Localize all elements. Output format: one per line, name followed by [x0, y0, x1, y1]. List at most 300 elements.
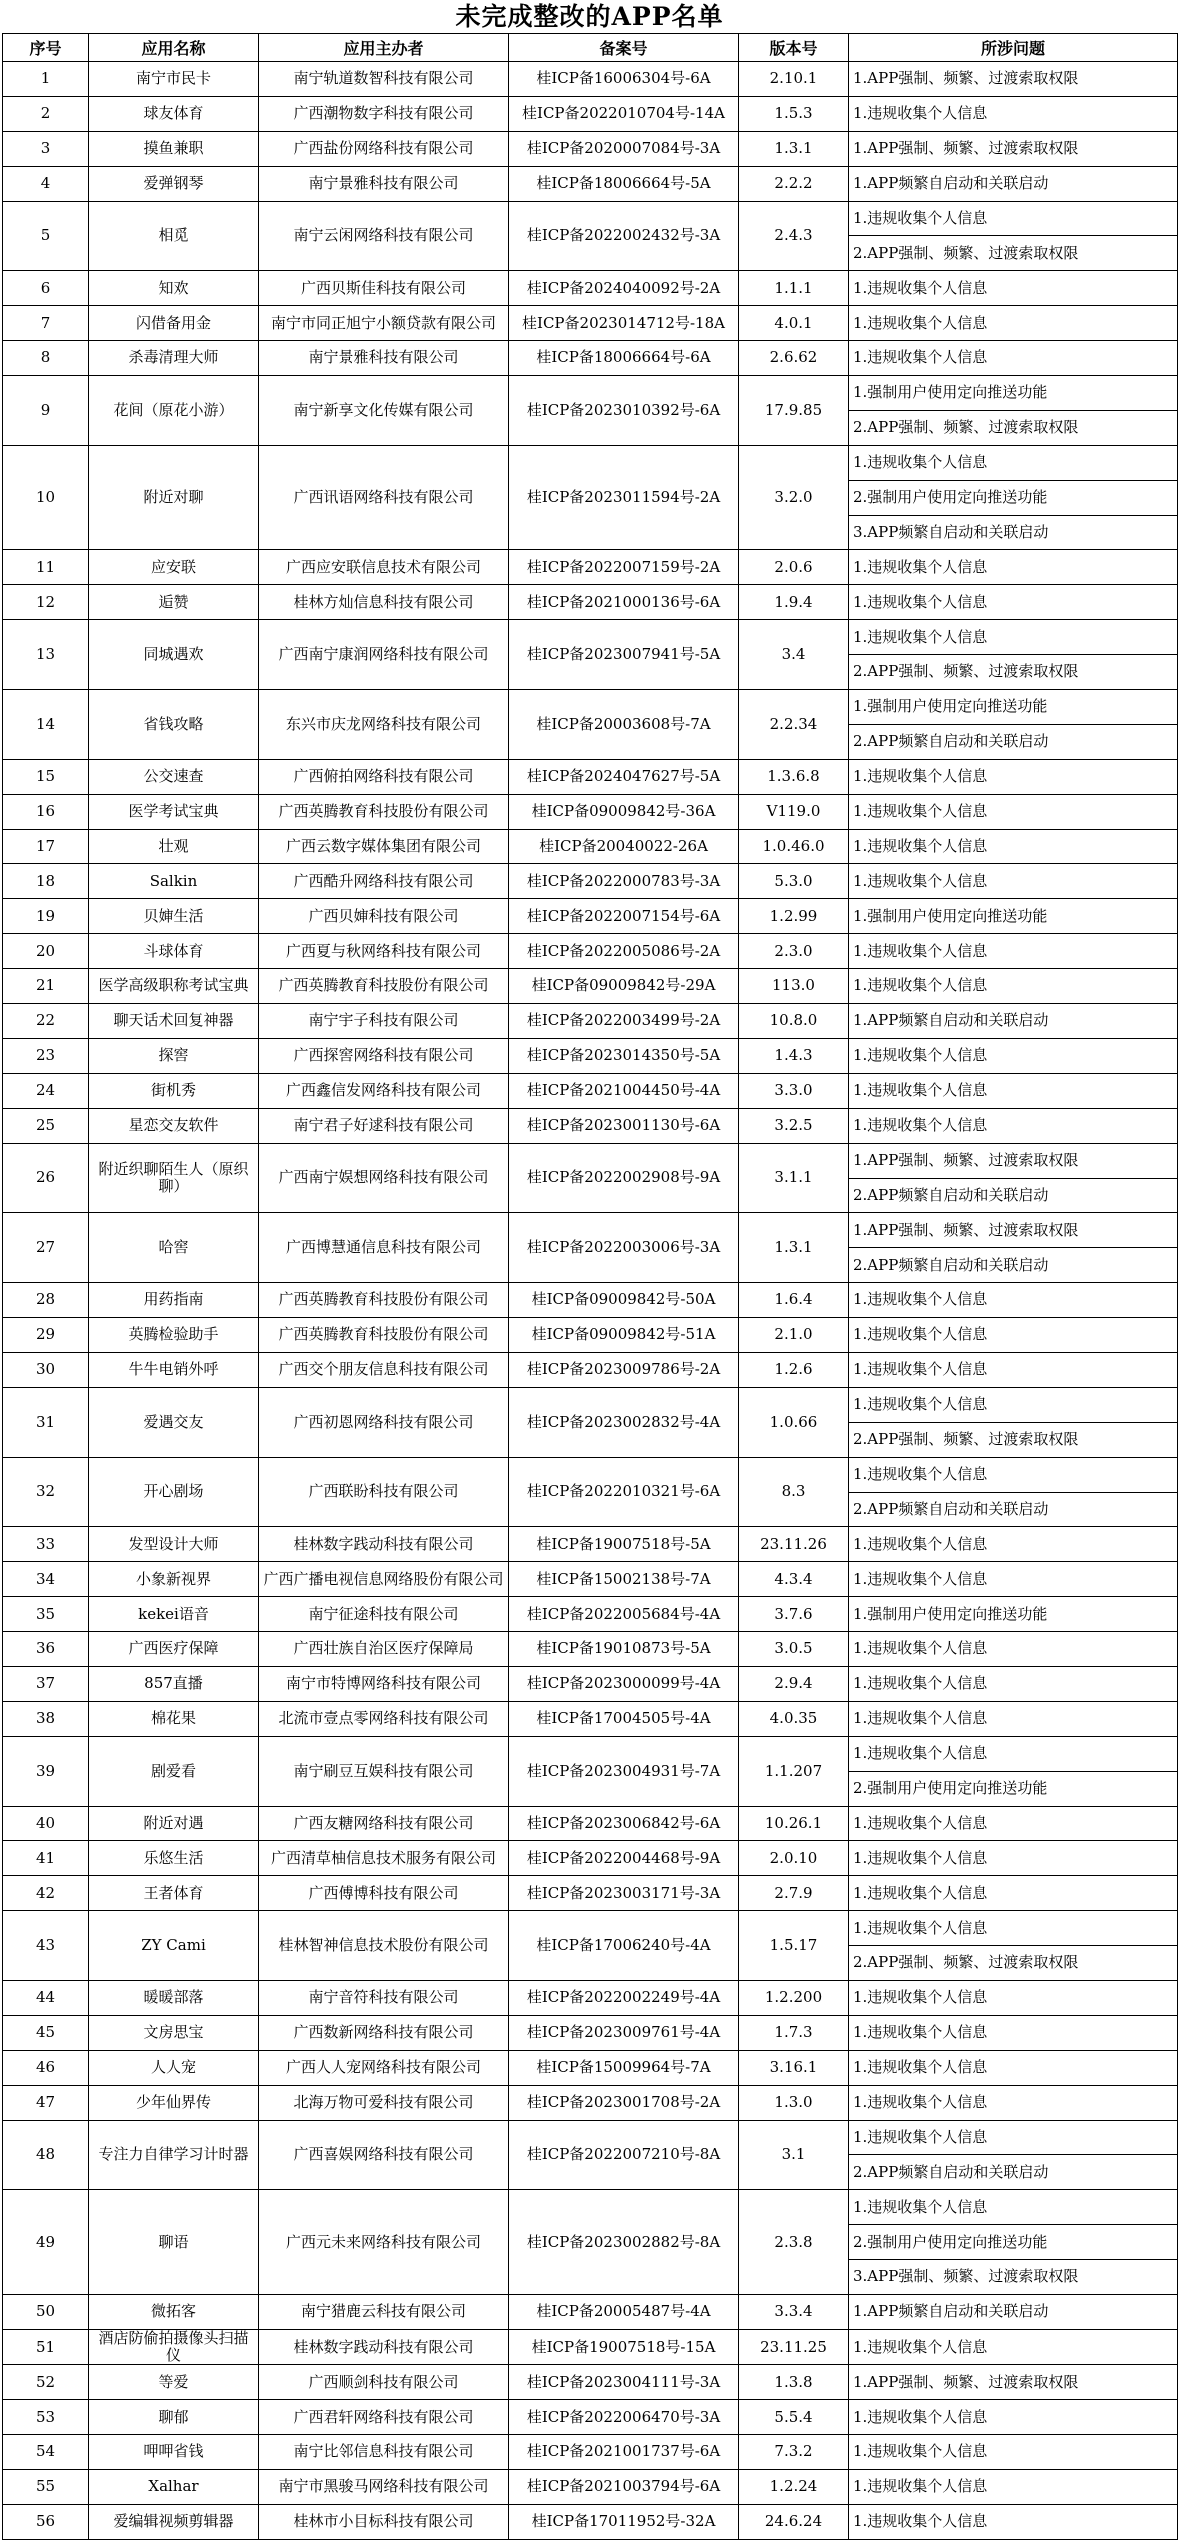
table-row: [3, 1387, 1178, 1422]
app-name: 哈窖: [89, 1213, 259, 1283]
table-row: [3, 2400, 1178, 2435]
issue: 1.违规收集个人信息: [849, 1562, 1178, 1597]
version: 1.0.66: [739, 1387, 849, 1457]
app-name: 牛牛电销外呼: [89, 1352, 259, 1387]
row-number: 7: [3, 306, 89, 341]
table-row: [3, 2190, 1178, 2225]
row-number: 48: [3, 2120, 89, 2190]
organizer: 广西南宁康润网络科技有限公司: [259, 620, 509, 690]
icp-number: 桂ICP备2022002249号-4A: [509, 1980, 739, 2015]
row-number: 49: [3, 2190, 89, 2295]
version: 5.5.4: [739, 2400, 849, 2435]
organizer: 广西元未来网络科技有限公司: [259, 2190, 509, 2295]
organizer: 广西讯语网络科技有限公司: [259, 445, 509, 550]
issue: 1.违规收集个人信息: [849, 96, 1178, 131]
table-row: [3, 2504, 1178, 2539]
version: 3.7.6: [739, 1597, 849, 1632]
version: 24.6.24: [739, 2504, 849, 2539]
organizer: 南宁君子好逑科技有限公司: [259, 1108, 509, 1143]
table-row: [3, 2050, 1178, 2085]
icp-number: 桂ICP备2022007159号-2A: [509, 550, 739, 585]
app-name: 街机秀: [89, 1073, 259, 1108]
organizer: 南宁宇子科技有限公司: [259, 1004, 509, 1039]
row-number: 2: [3, 96, 89, 131]
issue: 1.APP强制、频繁、过渡索取权限: [849, 131, 1178, 166]
issue: 1.违规收集个人信息: [849, 271, 1178, 306]
version: 23.11.26: [739, 1527, 849, 1562]
table-row: [3, 1073, 1178, 1108]
table-row: [3, 1527, 1178, 1562]
organizer: 广西广播电视信息网络股份有限公司: [259, 1562, 509, 1597]
icp-number: 桂ICP备2023004111号-3A: [509, 2365, 739, 2400]
icp-number: 桂ICP备2021001737号-6A: [509, 2435, 739, 2470]
icp-number: 桂ICP备16006304号-6A: [509, 62, 739, 97]
app-name: 剧爱看: [89, 1736, 259, 1806]
row-number: 46: [3, 2050, 89, 2085]
table-row: [3, 864, 1178, 899]
issue: 1.违规收集个人信息: [849, 794, 1178, 829]
organizer: 南宁市特博网络科技有限公司: [259, 1666, 509, 1701]
organizer: 广西君轩网络科技有限公司: [259, 2400, 509, 2435]
app-name: 应安联: [89, 550, 259, 585]
app-name: 南宁市民卡: [89, 62, 259, 97]
row-number: 29: [3, 1318, 89, 1353]
icp-number: 桂ICP备17011952号-32A: [509, 2504, 739, 2539]
icp-number: 桂ICP备20003608号-7A: [509, 690, 739, 760]
organizer: 南宁景雅科技有限公司: [259, 166, 509, 201]
organizer: 广西人人宠网络科技有限公司: [259, 2050, 509, 2085]
row-number: 33: [3, 1527, 89, 1562]
organizer: 广西联盼科技有限公司: [259, 1457, 509, 1527]
row-number: 14: [3, 690, 89, 760]
issue: 1.违规收集个人信息: [849, 2085, 1178, 2120]
issue: 1.违规收集个人信息: [849, 1457, 1178, 1492]
organizer: 南宁音符科技有限公司: [259, 1980, 509, 2015]
issue: 1.强制用户使用定向推送功能: [849, 690, 1178, 725]
row-number: 42: [3, 1876, 89, 1911]
issue: 1.违规收集个人信息: [849, 934, 1178, 969]
version: 1.3.1: [739, 1213, 849, 1283]
row-number: 13: [3, 620, 89, 690]
version: 1.0.46.0: [739, 829, 849, 864]
row-number: 55: [3, 2470, 89, 2505]
row-number: 47: [3, 2085, 89, 2120]
issue: 1.违规收集个人信息: [849, 1387, 1178, 1422]
icp-number: 桂ICP备09009842号-51A: [509, 1318, 739, 1353]
version: 3.3.0: [739, 1073, 849, 1108]
table-body: [3, 62, 1178, 2540]
app-name: 逅赞: [89, 585, 259, 620]
issue: 1.违规收集个人信息: [849, 2120, 1178, 2155]
row-number: 12: [3, 585, 89, 620]
version: 3.3.4: [739, 2295, 849, 2330]
issue: 1.违规收集个人信息: [849, 759, 1178, 794]
table-row: [3, 2329, 1178, 2365]
table-row: [3, 1004, 1178, 1039]
issue: 2.APP频繁自启动和关联启动: [849, 1248, 1178, 1283]
icp-number: 桂ICP备2023001708号-2A: [509, 2085, 739, 2120]
icp-number: 桂ICP备2022003006号-3A: [509, 1213, 739, 1283]
icp-number: 桂ICP备2023004931号-7A: [509, 1736, 739, 1806]
icp-number: 桂ICP备2023001130号-6A: [509, 1108, 739, 1143]
header-app-name: 应用名称: [89, 34, 259, 62]
app-name: 酒店防偷拍摄像头扫描仪: [89, 2329, 259, 2365]
version: 2.2.34: [739, 690, 849, 760]
row-number: 15: [3, 759, 89, 794]
organizer: 桂林市小目标科技有限公司: [259, 2504, 509, 2539]
icp-number: 桂ICP备2024047627号-5A: [509, 759, 739, 794]
app-name: 爱遇交友: [89, 1387, 259, 1457]
version: 8.3: [739, 1457, 849, 1527]
app-name: 同城遇欢: [89, 620, 259, 690]
table-row: [3, 1876, 1178, 1911]
table-row: [3, 1562, 1178, 1597]
version: 2.10.1: [739, 62, 849, 97]
app-name: 棉花果: [89, 1701, 259, 1736]
table-row: [3, 2435, 1178, 2470]
version: 1.9.4: [739, 585, 849, 620]
app-name: 聊郁: [89, 2400, 259, 2435]
issue: 1.APP强制、频繁、过渡索取权限: [849, 1143, 1178, 1178]
version: 1.2.99: [739, 899, 849, 934]
organizer: 南宁轨道数智科技有限公司: [259, 62, 509, 97]
app-name: 省钱攻略: [89, 690, 259, 760]
icp-number: 桂ICP备19007518号-15A: [509, 2329, 739, 2365]
row-number: 38: [3, 1701, 89, 1736]
table-row: [3, 445, 1178, 480]
organizer: 南宁景雅科技有限公司: [259, 341, 509, 376]
table-row: [3, 1980, 1178, 2015]
icp-number: 桂ICP备2022004468号-9A: [509, 1841, 739, 1876]
version: 1.2.24: [739, 2470, 849, 2505]
app-name: 花间（原花小游）: [89, 376, 259, 446]
icp-number: 桂ICP备2023011594号-2A: [509, 445, 739, 550]
version: 1.3.6.8: [739, 759, 849, 794]
table-row: [3, 201, 1178, 236]
row-number: 27: [3, 1213, 89, 1283]
version: 1.2.6: [739, 1352, 849, 1387]
organizer: 广西鑫信发网络科技有限公司: [259, 1073, 509, 1108]
table-row: [3, 1352, 1178, 1387]
version: 2.3.8: [739, 2190, 849, 2295]
header-icp: 备案号: [509, 34, 739, 62]
version: 1.5.3: [739, 96, 849, 131]
app-name: 小象新视界: [89, 1562, 259, 1597]
icp-number: 桂ICP备20005487号-4A: [509, 2295, 739, 2330]
app-name: 摸鱼兼职: [89, 131, 259, 166]
row-number: 16: [3, 794, 89, 829]
version: 2.9.4: [739, 1666, 849, 1701]
issue: 2.APP频繁自启动和关联启动: [849, 724, 1178, 759]
icp-number: 桂ICP备2022010704号-14A: [509, 96, 739, 131]
table-row: [3, 759, 1178, 794]
issue: 1.违规收集个人信息: [849, 969, 1178, 1004]
app-name: Salkin: [89, 864, 259, 899]
issue: 1.违规收集个人信息: [849, 550, 1178, 585]
icp-number: 桂ICP备18006664号-6A: [509, 341, 739, 376]
issue: 1.违规收集个人信息: [849, 1806, 1178, 1841]
app-name: 呷呷省钱: [89, 2435, 259, 2470]
header-issues: 所涉问题: [849, 34, 1178, 62]
app-name: 等爱: [89, 2365, 259, 2400]
table-row: [3, 1736, 1178, 1771]
app-name: 专注力自律学习计时器: [89, 2120, 259, 2190]
table-row: [3, 341, 1178, 376]
issue: 1.违规收集个人信息: [849, 2190, 1178, 2225]
icp-number: 桂ICP备2022007210号-8A: [509, 2120, 739, 2190]
issue: 1.违规收集个人信息: [849, 864, 1178, 899]
app-name: 微拓客: [89, 2295, 259, 2330]
table-row: [3, 2365, 1178, 2400]
table-row: [3, 131, 1178, 166]
version: 1.2.200: [739, 1980, 849, 2015]
version: 2.3.0: [739, 934, 849, 969]
organizer: 南宁云闲网络科技有限公司: [259, 201, 509, 271]
issue: 2.APP频繁自启动和关联启动: [849, 1178, 1178, 1213]
organizer: 南宁刷豆互娱科技有限公司: [259, 1736, 509, 1806]
organizer: 广西友糖网络科技有限公司: [259, 1806, 509, 1841]
issue: 1.违规收集个人信息: [849, 1038, 1178, 1073]
header-no: 序号: [3, 34, 89, 62]
header-organizer: 应用主办者: [259, 34, 509, 62]
table-row: [3, 2085, 1178, 2120]
table-row: [3, 1666, 1178, 1701]
row-number: 3: [3, 131, 89, 166]
organizer: 桂林方灿信息科技有限公司: [259, 585, 509, 620]
table-row: [3, 1283, 1178, 1318]
issue: 1.违规收集个人信息: [849, 1701, 1178, 1736]
table-row: [3, 550, 1178, 585]
row-number: 34: [3, 1562, 89, 1597]
row-number: 54: [3, 2435, 89, 2470]
row-number: 41: [3, 1841, 89, 1876]
issue: 2.强制用户使用定向推送功能: [849, 480, 1178, 515]
organizer: 广西酷升网络科技有限公司: [259, 864, 509, 899]
icp-number: 桂ICP备2022005684号-4A: [509, 1597, 739, 1632]
icp-number: 桂ICP备2023002882号-8A: [509, 2190, 739, 2295]
organizer: 广西顺剑科技有限公司: [259, 2365, 509, 2400]
table-row: [3, 2015, 1178, 2050]
version: 3.1: [739, 2120, 849, 2190]
app-name: 开心剧场: [89, 1457, 259, 1527]
icp-number: 桂ICP备2022002432号-3A: [509, 201, 739, 271]
icp-number: 桂ICP备2021004450号-4A: [509, 1073, 739, 1108]
version: 1.3.8: [739, 2365, 849, 2400]
table-row: [3, 2470, 1178, 2505]
organizer: 广西潮物数字科技有限公司: [259, 96, 509, 131]
row-number: 56: [3, 2504, 89, 2539]
icp-number: 桂ICP备09009842号-29A: [509, 969, 739, 1004]
page-title: 未完成整改的APP名单: [455, 2, 724, 31]
app-name: 附近对遇: [89, 1806, 259, 1841]
issue: 1.违规收集个人信息: [849, 306, 1178, 341]
icp-number: 桂ICP备2022005086号-2A: [509, 934, 739, 969]
app-name: 附近织聊陌生人（原织聊）: [89, 1143, 259, 1213]
table-row: [3, 899, 1178, 934]
row-number: 18: [3, 864, 89, 899]
organizer: 广西喜娱网络科技有限公司: [259, 2120, 509, 2190]
table-header-row: [3, 34, 1178, 62]
organizer: 广西傅博科技有限公司: [259, 1876, 509, 1911]
table-row: [3, 1701, 1178, 1736]
table-row: [3, 2295, 1178, 2330]
table-row: [3, 96, 1178, 131]
table-row: [3, 62, 1178, 97]
row-number: 21: [3, 969, 89, 1004]
icp-number: 桂ICP备2022006470号-3A: [509, 2400, 739, 2435]
icp-number: 桂ICP备2023006842号-6A: [509, 1806, 739, 1841]
icp-number: 桂ICP备2023014712号-18A: [509, 306, 739, 341]
app-name: 探窖: [89, 1038, 259, 1073]
organizer: 南宁比邻信息科技有限公司: [259, 2435, 509, 2470]
version: 3.16.1: [739, 2050, 849, 2085]
row-number: 6: [3, 271, 89, 306]
icp-number: 桂ICP备19010873号-5A: [509, 1632, 739, 1667]
row-number: 8: [3, 341, 89, 376]
row-number: 25: [3, 1108, 89, 1143]
app-name: ZY Cami: [89, 1911, 259, 1981]
organizer: 广西贝斯佳科技有限公司: [259, 271, 509, 306]
issue: 1.违规收集个人信息: [849, 2050, 1178, 2085]
app-name: 球友体育: [89, 96, 259, 131]
issue: 1.APP强制、频繁、过渡索取权限: [849, 62, 1178, 97]
table-row: [3, 585, 1178, 620]
version: 3.2.0: [739, 445, 849, 550]
organizer: 广西贝婶科技有限公司: [259, 899, 509, 934]
row-number: 39: [3, 1736, 89, 1806]
organizer: 广西初恩网络科技有限公司: [259, 1387, 509, 1457]
table-row: [3, 969, 1178, 1004]
app-name: 人人宠: [89, 2050, 259, 2085]
icp-number: 桂ICP备2023002832号-4A: [509, 1387, 739, 1457]
app-name: 广西医疗保障: [89, 1632, 259, 1667]
app-name: 公交速查: [89, 759, 259, 794]
app-name: 斗球体育: [89, 934, 259, 969]
app-name: 暖暖部落: [89, 1980, 259, 2015]
issue: 1.违规收集个人信息: [849, 201, 1178, 236]
table-row: [3, 1806, 1178, 1841]
row-number: 17: [3, 829, 89, 864]
table-row: [3, 376, 1178, 411]
issue: 1.违规收集个人信息: [849, 1876, 1178, 1911]
icp-number: 桂ICP备15002138号-7A: [509, 1562, 739, 1597]
issue: 1.违规收集个人信息: [849, 1666, 1178, 1701]
icp-number: 桂ICP备2023007941号-5A: [509, 620, 739, 690]
issue: 1.违规收集个人信息: [849, 1736, 1178, 1771]
issue: 1.违规收集个人信息: [849, 1352, 1178, 1387]
organizer: 广西英腾教育科技股份有限公司: [259, 794, 509, 829]
organizer: 广西云数字媒体集团有限公司: [259, 829, 509, 864]
row-number: 50: [3, 2295, 89, 2330]
row-number: 36: [3, 1632, 89, 1667]
table-row: [3, 1213, 1178, 1248]
version: 3.2.5: [739, 1108, 849, 1143]
issue: 1.违规收集个人信息: [849, 1527, 1178, 1562]
app-name: Xalhar: [89, 2470, 259, 2505]
row-number: 31: [3, 1387, 89, 1457]
icp-number: 桂ICP备20040022-26A: [509, 829, 739, 864]
version: 2.4.3: [739, 201, 849, 271]
table-row: [3, 690, 1178, 725]
row-number: 30: [3, 1352, 89, 1387]
version: 1.1.1: [739, 271, 849, 306]
organizer: 桂林数字践动科技有限公司: [259, 1527, 509, 1562]
version: 3.4: [739, 620, 849, 690]
row-number: 44: [3, 1980, 89, 2015]
issue: 2.APP频繁自启动和关联启动: [849, 2155, 1178, 2190]
issue: 1.违规收集个人信息: [849, 2435, 1178, 2470]
organizer: 南宁市同正旭宁小额贷款有限公司: [259, 306, 509, 341]
issue: 1.违规收集个人信息: [849, 1980, 1178, 2015]
version: 1.5.17: [739, 1911, 849, 1981]
version: 113.0: [739, 969, 849, 1004]
issue: 1.违规收集个人信息: [849, 585, 1178, 620]
version: 2.6.62: [739, 341, 849, 376]
issue: 2.强制用户使用定向推送功能: [849, 2225, 1178, 2260]
issue: 1.APP强制、频繁、过渡索取权限: [849, 1213, 1178, 1248]
row-number: 22: [3, 1004, 89, 1039]
icp-number: 桂ICP备17004505号-4A: [509, 1701, 739, 1736]
issue: 1.违规收集个人信息: [849, 829, 1178, 864]
row-number: 9: [3, 376, 89, 446]
issue: 1.APP强制、频繁、过渡索取权限: [849, 2365, 1178, 2400]
table-row: [3, 1911, 1178, 1946]
app-name: 星恋交友软件: [89, 1108, 259, 1143]
app-name: 发型设计大师: [89, 1527, 259, 1562]
issue: 1.违规收集个人信息: [849, 1841, 1178, 1876]
issue: 1.违规收集个人信息: [849, 1911, 1178, 1946]
icp-number: 桂ICP备15009964号-7A: [509, 2050, 739, 2085]
icp-number: 桂ICP备2023009786号-2A: [509, 1352, 739, 1387]
organizer: 广西夏与秋网络科技有限公司: [259, 934, 509, 969]
organizer: 广西南宁娱想网络科技有限公司: [259, 1143, 509, 1213]
app-name: 英腾检验助手: [89, 1318, 259, 1353]
version: 7.3.2: [739, 2435, 849, 2470]
row-number: 28: [3, 1283, 89, 1318]
table-row: [3, 271, 1178, 306]
organizer: 南宁新享文化传媒有限公司: [259, 376, 509, 446]
organizer: 广西探窖网络科技有限公司: [259, 1038, 509, 1073]
row-number: 43: [3, 1911, 89, 1981]
icp-number: 桂ICP备2024040092号-2A: [509, 271, 739, 306]
table-row: [3, 1143, 1178, 1178]
row-number: 32: [3, 1457, 89, 1527]
icp-number: 桂ICP备18006664号-5A: [509, 166, 739, 201]
organizer: 广西英腾教育科技股份有限公司: [259, 1283, 509, 1318]
icp-number: 桂ICP备2022007154号-6A: [509, 899, 739, 934]
organizer: 东兴市庆龙网络科技有限公司: [259, 690, 509, 760]
issue: 1.违规收集个人信息: [849, 1073, 1178, 1108]
icp-number: 桂ICP备2022010321号-6A: [509, 1457, 739, 1527]
version: 1.7.3: [739, 2015, 849, 2050]
table-row: [3, 794, 1178, 829]
version: 1.1.207: [739, 1736, 849, 1806]
table-row: [3, 306, 1178, 341]
row-number: 1: [3, 62, 89, 97]
issue: 1.违规收集个人信息: [849, 445, 1178, 480]
row-number: 24: [3, 1073, 89, 1108]
table-row: [3, 1597, 1178, 1632]
icp-number: 桂ICP备17006240号-4A: [509, 1911, 739, 1981]
version: 3.0.5: [739, 1632, 849, 1667]
issue: 1.违规收集个人信息: [849, 2015, 1178, 2050]
app-name: 壮观: [89, 829, 259, 864]
organizer: 广西应安联信息技术有限公司: [259, 550, 509, 585]
row-number: 10: [3, 445, 89, 550]
organizer: 北海万物可爱科技有限公司: [259, 2085, 509, 2120]
organizer: 桂林数字践动科技有限公司: [259, 2329, 509, 2365]
icp-number: 桂ICP备2023010392号-6A: [509, 376, 739, 446]
